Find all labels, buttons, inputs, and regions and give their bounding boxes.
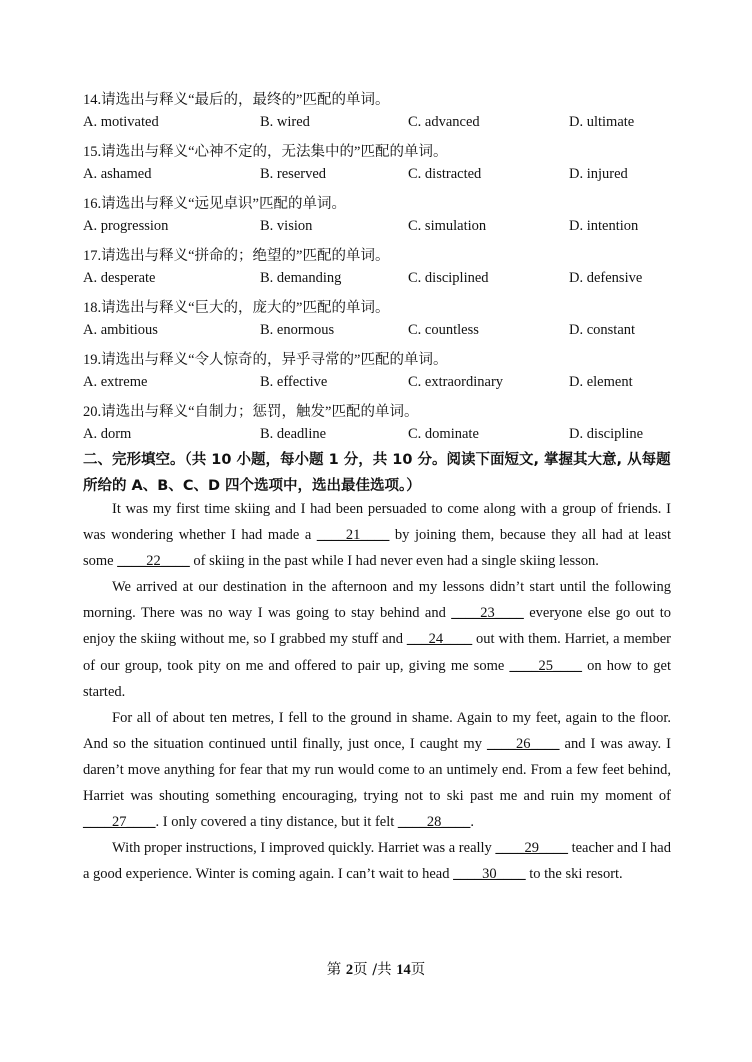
option-b: B. effective: [260, 374, 328, 390]
cloze-passage: [83, 496, 671, 887]
option-a: A. ambitious: [83, 322, 158, 338]
passage-text: We arrived at our destination in the afternoon and my lessons didn’t start until the following morning. There was no way I was going to stay behind and: [83, 579, 671, 622]
option-row: [83, 166, 683, 186]
option-d: D. defensive: [569, 270, 643, 286]
question-stem: 16.请选出与释义“远见卓识”匹配的单词。: [83, 196, 346, 212]
option-b: B. vision: [260, 218, 313, 234]
blank-30: ____30____: [453, 866, 526, 883]
option-row: [83, 218, 683, 238]
blank-25: ____25____: [509, 657, 582, 674]
question-stem: 17.请选出与释义“拼命的；绝望的”匹配的单词。: [83, 248, 390, 264]
option-d: D. intention: [569, 218, 639, 234]
section-heading: 二、完形填空。（共 10 小题，每小题 1 分，共 10 分。阅读下面短文, 掌握其大意, 从每题所给的 A、B、C、D 四个选项中，选出最佳选项。）: [83, 452, 671, 494]
option-c: C. distracted: [408, 166, 482, 182]
option-b: B. demanding: [260, 270, 342, 286]
option-a: A. progression: [83, 218, 169, 234]
passage-text: It was my first time skiing and I had been persuaded to come along with a group of friends. I was wondering whether I had made a: [83, 501, 671, 544]
option-d: D. ultimate: [569, 114, 635, 130]
passage-text: out with them. Harriet, a member of our group, took pity on me and offered to pair up, giving me some: [83, 631, 671, 674]
passage-text: and I was away. I daren’t move anything for fear that my run would come to an untimely end. From a few feet behind, Harriet was shouting something encouraging, trying not to ski past me and ruin my moment of: [83, 735, 671, 805]
option-d: D. injured: [569, 166, 628, 182]
passage-paragraph-4: [83, 835, 671, 887]
page-footer: [0, 958, 752, 979]
passage-text: For all of about ten metres, I fell to the ground in shame. Again to my feet, again to the floor. And so the situation continued until finally, just once, I caught my: [83, 709, 671, 752]
option-c: C. simulation: [408, 218, 487, 234]
option-d: D. discipline: [569, 426, 644, 442]
question-stem: 19.请选出与释义“令人惊奇的，异乎寻常的”匹配的单词。: [83, 352, 448, 368]
option-a: A. motivated: [83, 114, 159, 130]
passage-text: teacher and I had a good experience. Winter is coming again. I can’t wait to head: [83, 840, 671, 883]
passage-text: to the ski resort.: [525, 866, 623, 883]
passage-text: by joining them, because they all had at least some: [83, 527, 671, 570]
option-row: [83, 270, 683, 290]
question-stem: 15.请选出与释义“心神不定的，无法集中的”匹配的单词。: [83, 144, 448, 160]
option-c: C. extraordinary: [408, 374, 504, 390]
passage-text: everyone else go out to enjoy the skiing without me, so I grabbed my stuff and: [83, 605, 671, 648]
passage-text: With proper instructions, I improved quickly. Harriet was a really: [112, 840, 496, 857]
blank-22: ____22____: [117, 553, 190, 570]
blank-29: ____29____: [495, 840, 568, 857]
passage-text: . I only covered a tiny distance, but it felt: [155, 814, 398, 831]
blank-26: ____26____: [486, 735, 560, 752]
page-total: 14: [396, 962, 411, 978]
option-row: [83, 114, 683, 134]
option-d: D. element: [569, 374, 633, 390]
option-c: C. disciplined: [408, 270, 489, 286]
option-row: [83, 374, 683, 394]
option-c: C. advanced: [408, 114, 480, 130]
option-b: B. enormous: [260, 322, 335, 338]
question-stem: 20.请选出与释义“自制力；惩罚，触发”匹配的单词。: [83, 404, 419, 420]
option-c: C. dominate: [408, 426, 479, 442]
footer-text: 页: [410, 962, 426, 978]
option-d: D. constant: [569, 322, 636, 338]
option-a: A. desperate: [83, 270, 156, 286]
question-stem: 18.请选出与释义“巨大的，庞大的”匹配的单词。: [83, 300, 390, 316]
blank-23: ____23____: [451, 605, 524, 622]
blank-28: ____28____: [397, 814, 471, 831]
passage-text: .: [470, 814, 475, 831]
question-stem: 14.请选出与释义“最后的，最终的”匹配的单词。: [83, 92, 390, 108]
footer-text: 第: [326, 962, 346, 978]
page-number: 2: [345, 962, 354, 978]
passage-text: of skiing in the past while I had never even had a single skiing lesson.: [189, 553, 599, 570]
passage-paragraph-2: [83, 574, 671, 704]
passage-paragraph-1: [83, 496, 671, 574]
blank-24: ___24____: [406, 631, 473, 648]
blank-21: ____21____: [316, 527, 390, 544]
option-a: A. dorm: [83, 426, 132, 442]
option-a: A. ashamed: [83, 166, 152, 182]
option-row: [83, 426, 683, 446]
option-b: B. deadline: [260, 426, 327, 442]
blank-27: ____27____: [83, 814, 156, 831]
passage-text: on how to get started.: [83, 657, 671, 700]
option-b: B. wired: [260, 114, 310, 130]
option-row: [83, 322, 683, 342]
option-a: A. extreme: [83, 374, 148, 390]
footer-text: 页 /共: [353, 962, 397, 978]
option-b: B. reserved: [260, 166, 327, 182]
passage-paragraph-3: [83, 705, 671, 835]
option-c: C. countless: [408, 322, 479, 338]
